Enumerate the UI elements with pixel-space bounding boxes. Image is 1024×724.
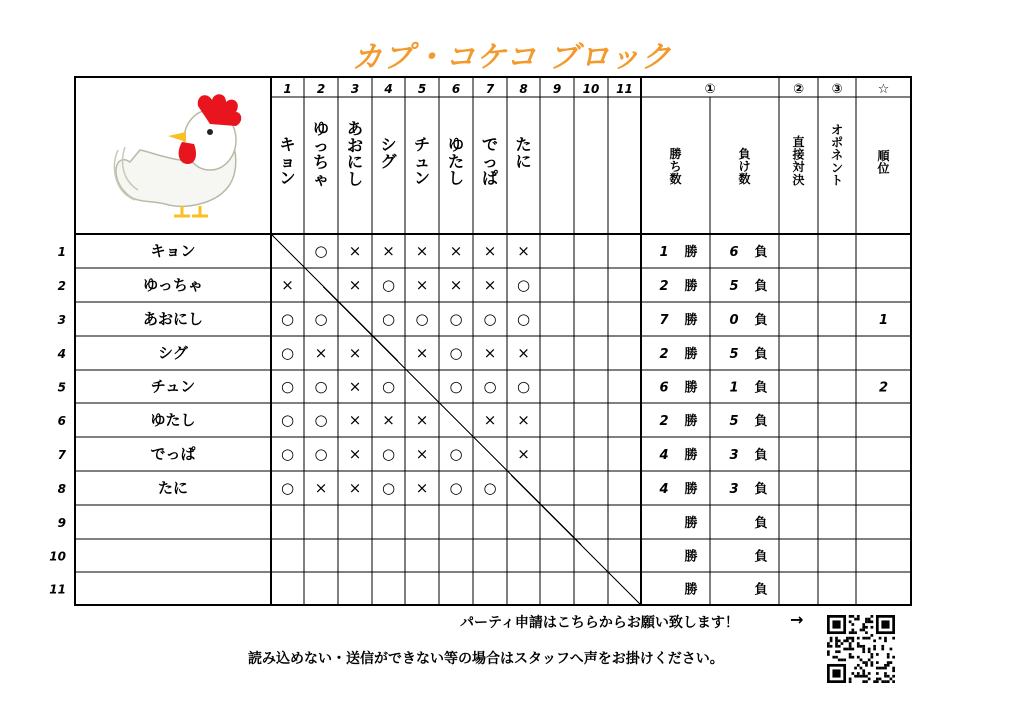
svg-text:接: 接 <box>792 147 805 162</box>
match-result: ○ <box>280 411 295 429</box>
svg-text:直: 直 <box>792 135 805 149</box>
h2h-header <box>791 134 805 187</box>
svg-text:に: に <box>346 152 364 172</box>
svg-text:で: で <box>481 135 499 154</box>
column-number: 3 <box>350 82 360 96</box>
party-request-note: パーティ申請はこちらからお願い致します！ <box>460 615 739 631</box>
wins-count: 4 <box>659 482 669 497</box>
match-result: ○ <box>381 377 396 396</box>
wins-count: 2 <box>659 414 669 429</box>
losses-suffix: 負 <box>754 448 768 463</box>
row-number: 4 <box>57 347 66 361</box>
match-result: ○ <box>449 377 463 396</box>
match-result: ○ <box>449 310 463 328</box>
losses-suffix: 負 <box>754 245 768 260</box>
match-result: ○ <box>381 479 396 497</box>
losses-count: 0 <box>729 313 739 328</box>
column-number: 6 <box>451 82 461 96</box>
match-result: ○ <box>449 479 463 497</box>
match-result: ○ <box>483 310 497 328</box>
match-result: × <box>415 411 429 429</box>
match-result: ○ <box>280 344 295 362</box>
losses-suffix: 負 <box>754 549 768 565</box>
match-result: ○ <box>314 411 328 429</box>
match-result: ○ <box>483 479 497 497</box>
svg-text:キ: キ <box>279 135 296 154</box>
losses-suffix: 負 <box>754 313 768 328</box>
arrow-icon: → <box>790 610 804 629</box>
losses-count: 5 <box>729 279 739 294</box>
wins-suffix: 勝 <box>684 380 698 396</box>
column-number: 9 <box>552 82 562 96</box>
match-result: × <box>348 276 362 294</box>
svg-text:ョ: ョ <box>279 151 296 171</box>
match-result: × <box>314 344 328 362</box>
column-number: 4 <box>384 82 393 96</box>
row-number: 3 <box>57 313 66 327</box>
opponent-name-header <box>414 135 430 188</box>
match-result: × <box>449 276 463 294</box>
svg-text:あ: あ <box>346 119 364 138</box>
losses-suffix: 負 <box>754 414 768 429</box>
svg-text:勝: 勝 <box>669 147 682 161</box>
losses-suffix: 負 <box>754 347 768 362</box>
svg-text:ン: ン <box>830 160 844 175</box>
match-result: × <box>415 242 429 260</box>
opponent-header <box>831 123 843 187</box>
row-number: 5 <box>57 380 66 395</box>
match-result: × <box>281 276 294 294</box>
rooster-illustration <box>114 94 241 216</box>
svg-text:し: し <box>346 169 364 189</box>
svg-text:に: に <box>515 151 532 171</box>
svg-text:っ: っ <box>312 135 330 155</box>
match-result: × <box>517 242 530 260</box>
rank-header <box>876 148 890 176</box>
losses-suffix: 負 <box>754 582 768 598</box>
player-name: でっぱ <box>150 445 196 463</box>
rank-value: 1 <box>878 313 889 328</box>
svg-text:シ: シ <box>380 135 397 154</box>
svg-text:お: お <box>346 135 364 155</box>
wins-suffix: 勝 <box>684 245 698 260</box>
opponent-name-header <box>448 135 464 188</box>
player-name: ゆっちゃ <box>143 276 203 294</box>
group-label-1: ① <box>704 82 716 97</box>
match-result: ○ <box>314 310 328 328</box>
match-result: ○ <box>415 310 429 328</box>
losses-suffix: 負 <box>754 380 768 396</box>
wins-suffix: 勝 <box>684 448 698 463</box>
row-number: 6 <box>57 414 66 428</box>
wins-count: 1 <box>659 245 669 260</box>
wins-suffix: 勝 <box>684 582 698 598</box>
match-result: × <box>348 377 362 396</box>
svg-text:ン: ン <box>279 168 296 188</box>
losses-suffix: 負 <box>754 516 768 531</box>
svg-text:ぱ: ぱ <box>481 168 499 188</box>
match-result: ○ <box>449 344 463 362</box>
match-result: × <box>415 479 429 497</box>
wins-suffix: 勝 <box>684 313 698 328</box>
match-result: ○ <box>516 276 531 294</box>
svg-text:位: 位 <box>877 161 890 176</box>
player-name: あおにし <box>142 310 204 328</box>
row-number: 1 <box>57 245 66 259</box>
page-title: カプ・コケコ ブロック <box>352 40 672 75</box>
group-label-4: ☆ <box>877 82 890 97</box>
svg-text:ポ: ポ <box>830 135 844 150</box>
match-result: × <box>517 411 530 429</box>
losses-count: 1 <box>729 380 739 396</box>
column-number: 7 <box>485 82 495 96</box>
svg-text:け: け <box>738 159 751 174</box>
row-number: 8 <box>57 482 66 496</box>
opponent-name-header <box>482 135 498 188</box>
losses-suffix: 負 <box>754 482 768 497</box>
match-result: × <box>348 411 362 429</box>
wins-suffix: 勝 <box>684 347 698 362</box>
svg-text:対: 対 <box>792 160 805 175</box>
svg-text:チ: チ <box>413 135 431 154</box>
match-result: ○ <box>483 377 497 396</box>
player-name: チュン <box>150 377 196 396</box>
svg-text:ゆ: ゆ <box>447 135 465 154</box>
match-result: × <box>382 242 395 260</box>
match-result: × <box>483 411 497 429</box>
svg-text:数: 数 <box>669 172 682 187</box>
match-result: ○ <box>516 377 531 396</box>
match-result: × <box>415 445 429 463</box>
svg-text:た: た <box>447 151 465 171</box>
match-result: ○ <box>381 276 396 294</box>
player-name: キョン <box>150 242 196 260</box>
losses-suffix: 負 <box>754 279 768 294</box>
opponent-name-header <box>347 119 363 188</box>
column-number: 8 <box>519 82 528 96</box>
match-result: ○ <box>381 445 396 463</box>
match-result: ○ <box>280 479 295 497</box>
player-name: シグ <box>158 344 188 362</box>
svg-text:順: 順 <box>877 149 890 163</box>
match-result: × <box>348 445 362 463</box>
losses-count: 3 <box>729 448 739 463</box>
column-number: 10 <box>582 82 600 96</box>
group-label-2: ② <box>792 82 805 97</box>
match-result: ○ <box>314 242 328 260</box>
losses-header <box>738 146 751 186</box>
svg-text:ン: ン <box>413 168 431 188</box>
losses-count: 5 <box>729 414 739 429</box>
wins-suffix: 勝 <box>684 414 698 429</box>
wins-suffix: 勝 <box>684 516 698 531</box>
column-number: 5 <box>417 82 427 96</box>
svg-text:た: た <box>515 135 532 154</box>
svg-text:ネ: ネ <box>830 148 844 163</box>
row-number: 9 <box>57 516 66 530</box>
opponent-name-header <box>515 135 531 171</box>
losses-count: 6 <box>729 245 739 260</box>
svg-text:グ: グ <box>380 151 397 171</box>
match-result: × <box>449 242 463 260</box>
svg-text:負: 負 <box>738 147 751 161</box>
wins-count: 2 <box>659 347 669 362</box>
help-note: 読み込めない・送信ができない等の場合はスタッフへ声をお掛けください。 <box>248 651 724 667</box>
match-result: ○ <box>280 377 295 396</box>
match-result: × <box>314 479 328 497</box>
opponent-name-header <box>313 119 329 188</box>
losses-count: 3 <box>729 482 739 497</box>
wins-header <box>669 146 681 186</box>
wins-count: 6 <box>659 380 669 396</box>
losses-count: 5 <box>729 347 739 362</box>
match-result: × <box>348 242 362 260</box>
svg-text:オ: オ <box>830 123 844 137</box>
opponent-name-header <box>279 135 295 188</box>
match-result: × <box>517 445 530 463</box>
qr-code-icon[interactable] <box>825 615 897 683</box>
match-result: × <box>483 242 497 260</box>
wins-count: 2 <box>659 279 669 294</box>
match-result: ○ <box>314 445 328 463</box>
column-number: 11 <box>616 82 633 96</box>
group-label-3: ③ <box>831 82 843 97</box>
match-result: × <box>483 344 497 362</box>
svg-text:ュ: ュ <box>413 151 431 171</box>
match-result: × <box>483 276 497 294</box>
match-result: × <box>348 479 362 497</box>
match-result: × <box>415 276 429 294</box>
player-name: ゆたし <box>150 411 196 429</box>
wins-suffix: 勝 <box>684 549 698 565</box>
svg-text:ち: ち <box>669 159 682 174</box>
row-number: 2 <box>57 279 66 293</box>
match-result: × <box>517 344 530 362</box>
row-number: 7 <box>57 448 66 462</box>
svg-text:決: 決 <box>792 172 805 187</box>
match-result: ○ <box>449 445 463 463</box>
wins-count: 7 <box>659 313 669 328</box>
svg-text:っ: っ <box>481 151 499 171</box>
wins-count: 4 <box>659 448 669 463</box>
svg-text:ト: ト <box>830 173 844 188</box>
wins-suffix: 勝 <box>684 482 698 497</box>
wins-suffix: 勝 <box>684 279 698 294</box>
match-result: ○ <box>280 310 295 328</box>
opponent-name-header <box>380 135 397 171</box>
row-number: 11 <box>49 582 66 597</box>
rank-value: 2 <box>878 380 889 396</box>
match-result: ○ <box>280 445 295 463</box>
match-result: × <box>415 344 429 362</box>
svg-text:ゆ: ゆ <box>312 119 330 138</box>
match-result: × <box>348 344 362 362</box>
match-result: ○ <box>314 377 328 396</box>
column-number: 1 <box>283 82 292 96</box>
svg-text:ゃ: ゃ <box>312 169 330 189</box>
match-result: ○ <box>381 310 396 328</box>
player-name: たに <box>157 479 189 497</box>
match-result: ○ <box>516 310 531 328</box>
svg-text:し: し <box>447 168 465 188</box>
svg-text:ち: ち <box>312 152 330 172</box>
row-number: 10 <box>49 549 66 564</box>
match-result: × <box>382 411 395 429</box>
column-number: 2 <box>316 82 326 96</box>
svg-text:数: 数 <box>738 172 751 187</box>
